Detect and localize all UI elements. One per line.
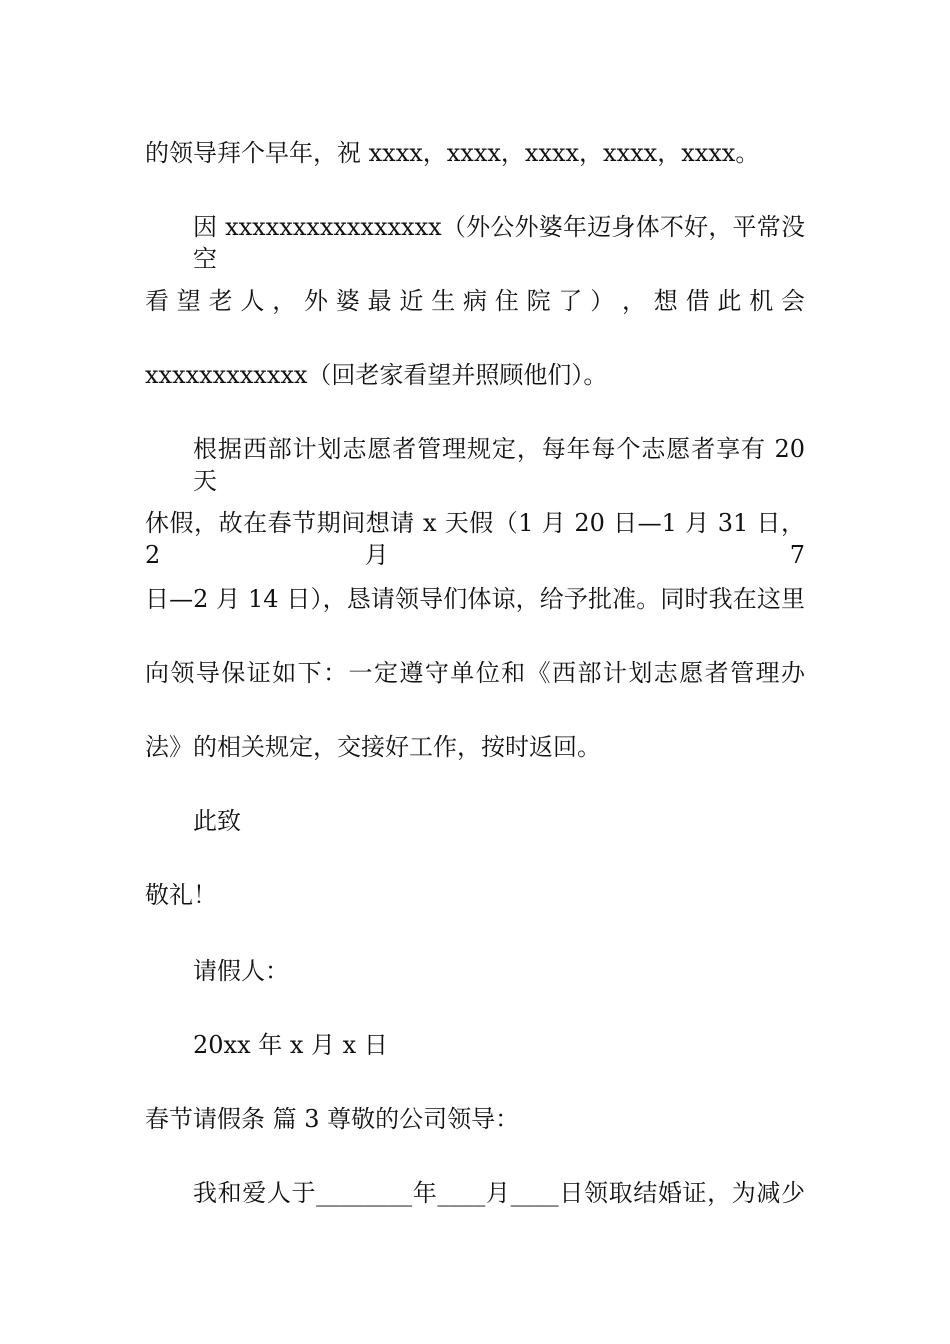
paragraph-line-3: 看 望 老 人 ， 外 婆 最 近 生 病 住 院 了 ） ， 想 借 此 机 会: [145, 287, 805, 315]
paragraph-line-9: 法》的相关规定，交接好工作，按时返回。: [145, 733, 601, 761]
paragraph-line-8: 向领导保证如下：一定遵守单位和《西部计划志愿者管理办: [145, 659, 805, 687]
paragraph-line-5: 根据西部计划志愿者管理规定，每年每个志愿者享有 20 天: [193, 435, 805, 495]
paragraph-line-6: 休假，故在春节期间想请 x 天假（1 月 20 日—1 月 31 日，2 月 7: [145, 509, 805, 569]
closing-salutation: 此致: [193, 807, 241, 835]
applicant-label: 请假人：: [193, 957, 289, 985]
date-line: 20xx 年 x 月 x 日: [193, 1031, 388, 1059]
paragraph-line-4: xxxxxxxxxxxx（回老家看望并照顾他们）。: [145, 361, 608, 389]
paragraph-line-1: 的领导拜个早年，祝 xxxx，xxxx，xxxx，xxxx，xxxx。: [145, 139, 760, 167]
closing-regards: 敬礼！: [145, 881, 217, 909]
paragraph-line-7: 日—2 月 14 日），恳请领导们体谅，给予批准。同时我在这里: [145, 585, 805, 613]
paragraph-line-last: 我和爱人于________年____月____日领取结婚证，为减少: [193, 1179, 805, 1207]
section-heading: 春节请假条 篇 3 尊敬的公司领导：: [145, 1105, 520, 1133]
paragraph-line-2: 因 xxxxxxxxxxxxxxxx（外公外婆年迈身体不好，平常没空: [193, 213, 805, 273]
